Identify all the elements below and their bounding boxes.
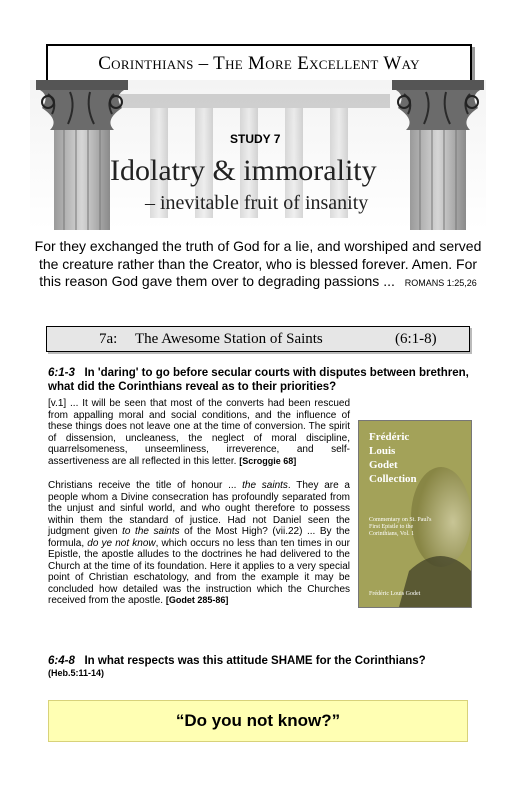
godet-text-d: , which occurs no less than ten times in our Epistle, the apostle alludes to the doctrines he had delivered to the Church at the time of its foundation. Here it applies to a very special point of Christian eschatology, and from the example it may be concluded how detailed was the instruction which the Churches received from the apostle. bbox=[48, 537, 351, 606]
godet-quote bbox=[48, 480, 350, 607]
page-title: Idolatry & immorality bbox=[110, 154, 377, 187]
godet-text-c: of the Most High? (vii.22) ... By the formula, bbox=[48, 526, 350, 549]
question-2 bbox=[48, 654, 478, 668]
section-header bbox=[46, 326, 470, 352]
godet-em-b: to the saints bbox=[122, 526, 180, 537]
section-range: (6:1-8) bbox=[395, 331, 437, 347]
question-2-ref: 6:4-8 bbox=[48, 655, 75, 667]
question-1-text: In 'daring' to go before secular courts with disputes between brethren, what did the Corinthians reveal as to their priorities? bbox=[48, 367, 469, 393]
godet-em-a: the saints bbox=[242, 480, 288, 491]
godet-cite: [Godet 285-86] bbox=[165, 595, 229, 605]
book-title-line4: Collection bbox=[369, 473, 417, 485]
book-title-line1: Frédéric bbox=[369, 431, 410, 443]
book-cover-image bbox=[358, 420, 472, 608]
series-banner: Corinthians – The More Excellent Way bbox=[46, 44, 472, 84]
study-number: STUDY 7 bbox=[230, 132, 281, 146]
verse-reference: ROMANS 1:25,26 bbox=[404, 278, 477, 288]
verse-text: For they exchanged the truth of God for a lie, and worshiped and served the creature rather than the Creator, who is blessed forever. Amen. For this reason God gave them over to degrading passions ... bbox=[34, 238, 482, 289]
book-title-line3: Godet bbox=[369, 459, 398, 471]
question-2-cite: (Heb.5:11-14) bbox=[48, 668, 105, 678]
book-author: Frédéric Louis Godet bbox=[369, 591, 421, 597]
question-2-text: In what respects was this attitude SHAME for the Corinthians? bbox=[84, 655, 426, 667]
section-title: The Awesome Station of Saints bbox=[135, 331, 323, 347]
book-title-line2: Louis bbox=[369, 445, 396, 457]
key-verse bbox=[30, 238, 486, 293]
page-subtitle: – inevitable fruit of insanity bbox=[145, 192, 369, 214]
section-label: 7a: bbox=[99, 331, 118, 347]
godet-em-c: do ye not know bbox=[87, 537, 156, 549]
scroggie-quote bbox=[48, 398, 350, 467]
godet-text-b: . They are a people whom a Divine consecration has profoundly separated from the unjust and sinful world, and who ought therefore to possess within them the standard of justice. Had not Daniel seen the judgment given bbox=[48, 480, 350, 537]
book-subtitle: Commentary on St. Paul's First Epistle to the Corinthians, Vol. 1 bbox=[369, 517, 432, 537]
callout-box: “Do you not know?” bbox=[48, 700, 468, 742]
scroggie-text: [v.1] ... It will be seen that most of the converts had been rescued from appalling moral and social conditions, and the influence of these things does not leave one at the time of conversion. The spirit of dissension, uncleaness, the neglect of moral discipline, quarrelsomeness, unseemliness, irreverence, and self-assertiveness are all reflected in this letter. bbox=[48, 398, 350, 467]
question-1 bbox=[48, 366, 478, 394]
scroggie-cite: [Scroggie 68] bbox=[239, 455, 297, 466]
question-1-ref: 6:1-3 bbox=[48, 367, 75, 379]
godet-text-a: Christians receive the title of honour ... bbox=[48, 480, 243, 491]
